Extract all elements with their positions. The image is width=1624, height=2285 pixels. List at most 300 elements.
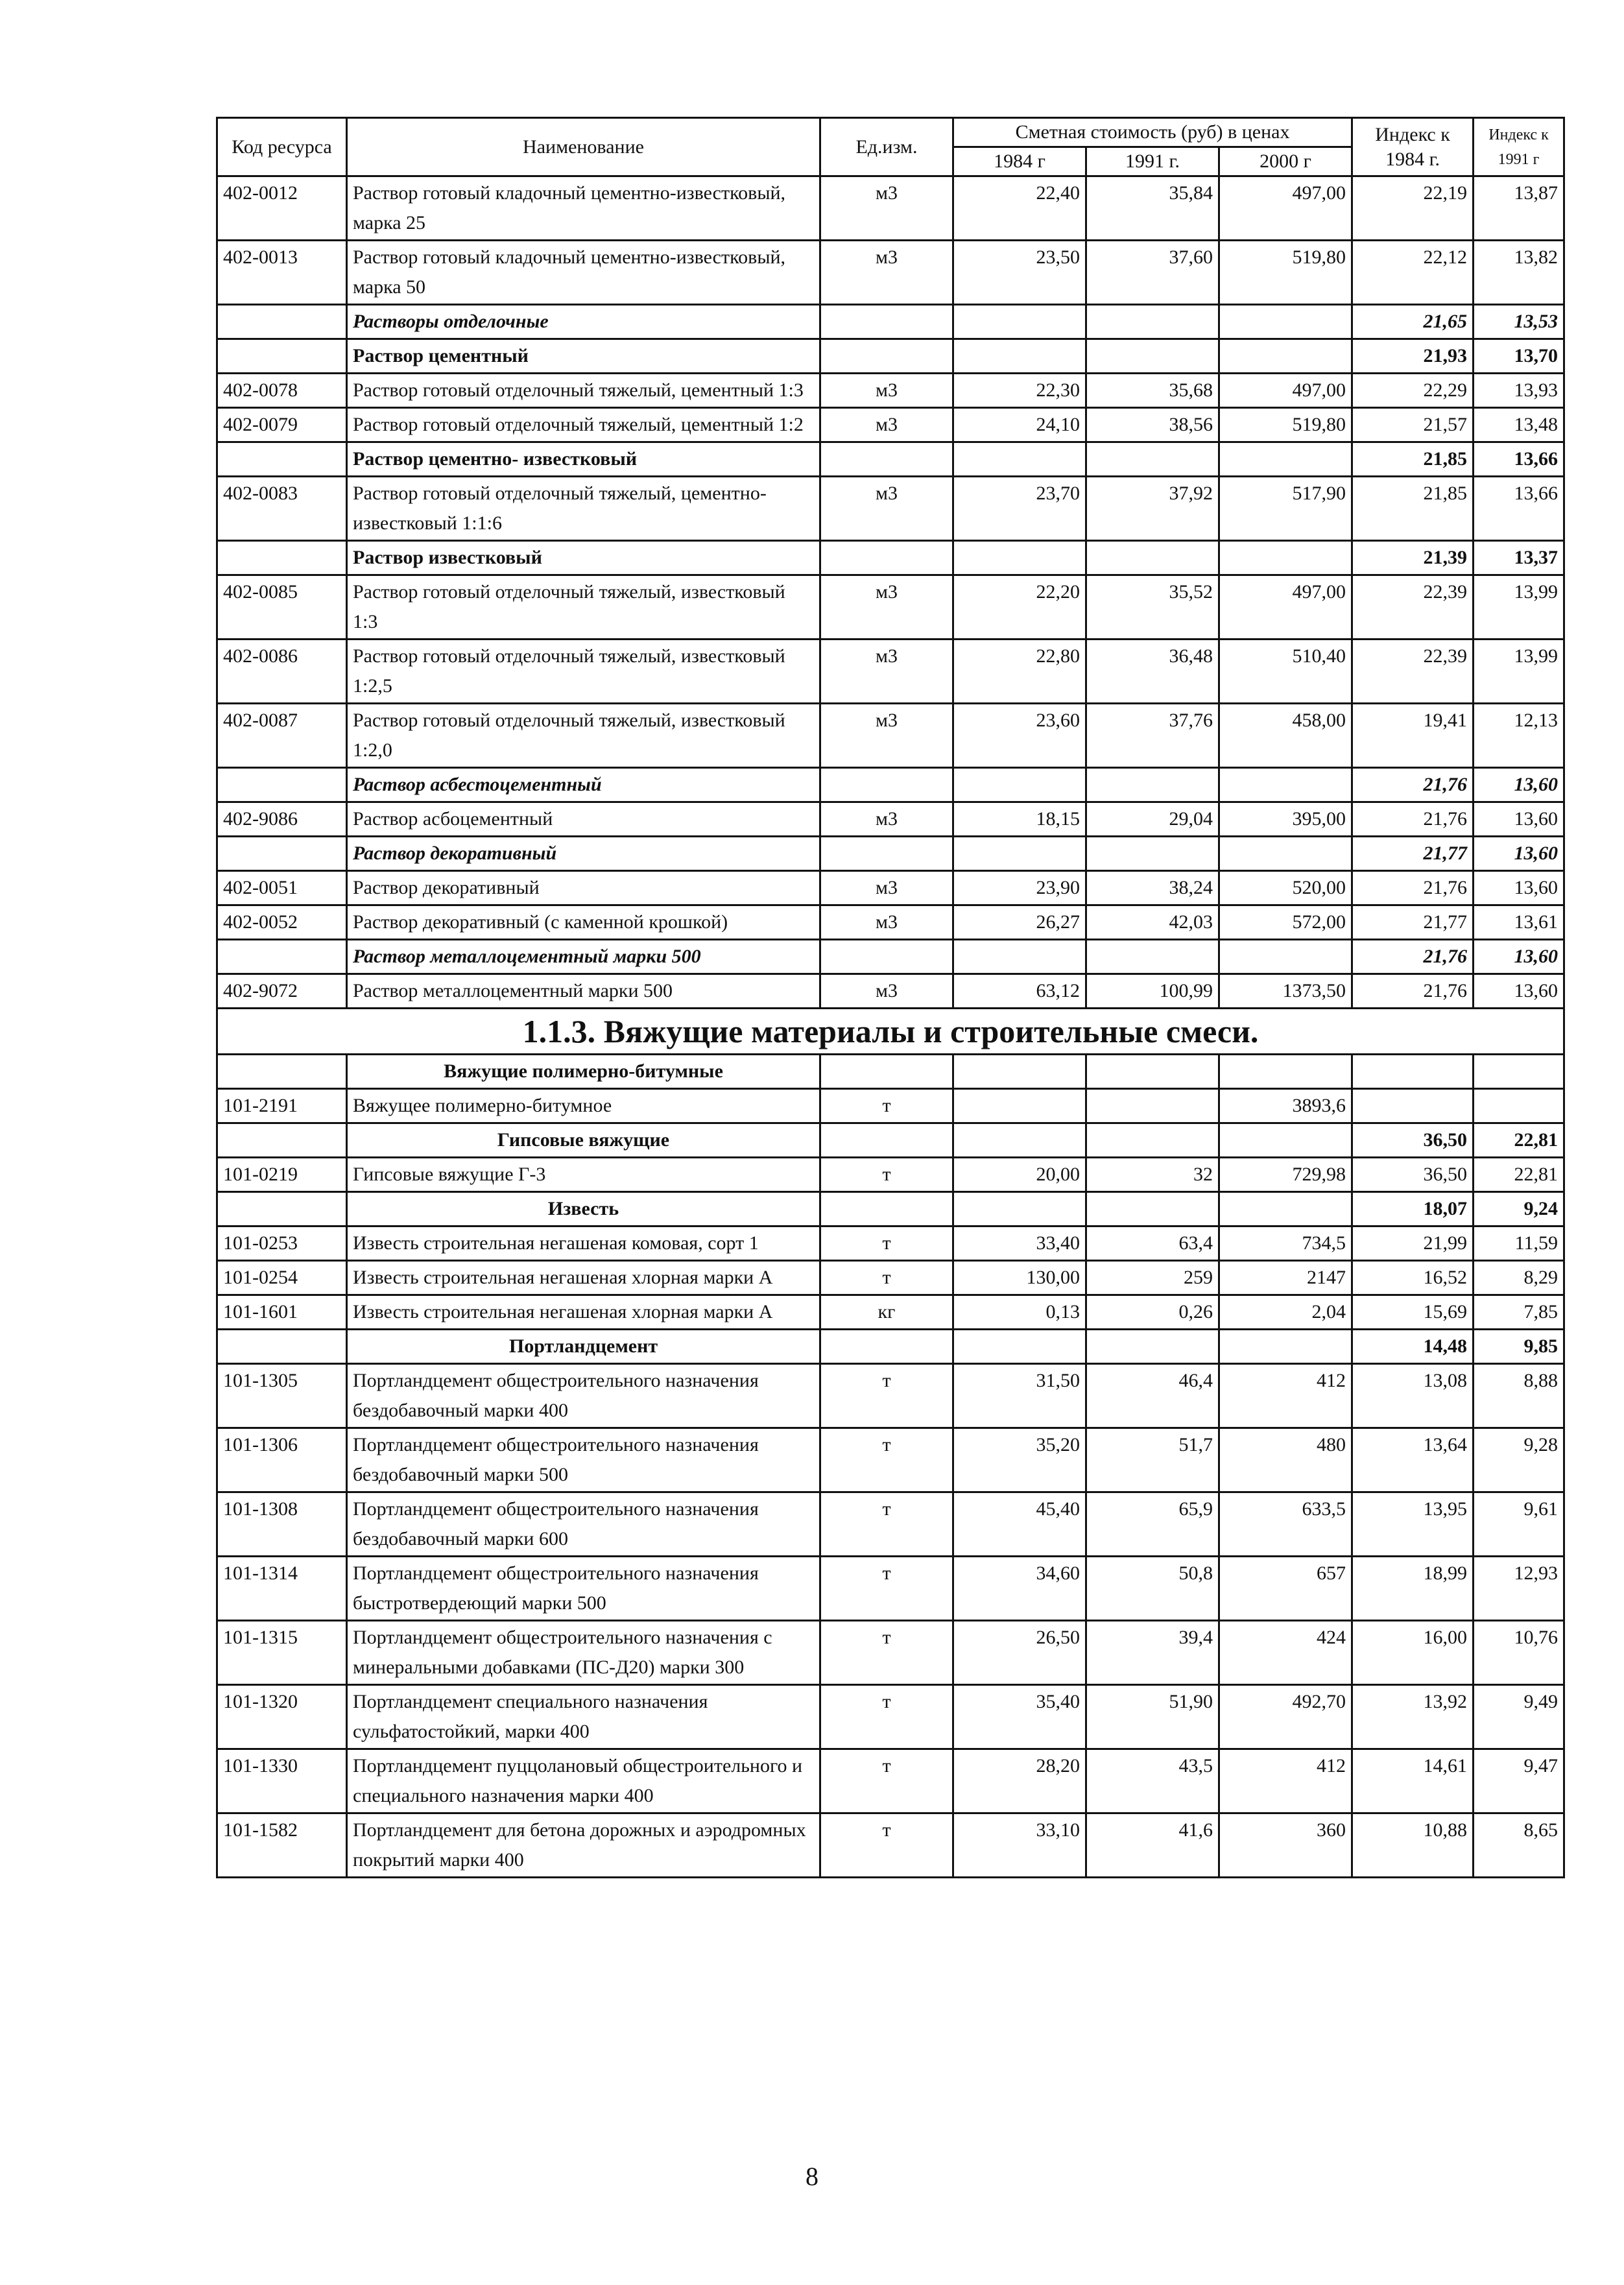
cell-index-1984: 21,65 xyxy=(1352,305,1474,339)
cell-price-2000: 657 xyxy=(1219,1557,1352,1621)
cell-index-1984: 13,92 xyxy=(1352,1685,1474,1749)
cell-index-1984: 21,77 xyxy=(1352,905,1474,940)
cell-index-1991: 12,13 xyxy=(1474,704,1564,768)
cell-index-1984 xyxy=(1352,1089,1474,1123)
cell-price-1991: 42,03 xyxy=(1086,905,1219,940)
cell-index-1984: 21,85 xyxy=(1352,477,1474,541)
cell-index-1991: 9,24 xyxy=(1474,1192,1564,1226)
cell-price-2000: 517,90 xyxy=(1219,477,1352,541)
cell-name: Портландцемент общестроительного назначения бездобавочный марки 600 xyxy=(347,1492,820,1557)
cell-index-1991: 8,88 xyxy=(1474,1364,1564,1428)
cell-code: 101-2191 xyxy=(217,1089,347,1123)
cell-unit: т xyxy=(820,1492,953,1557)
cell-price-2000: 424 xyxy=(1219,1621,1352,1685)
table-row xyxy=(217,1749,1564,1813)
cell-price-1991: 36,48 xyxy=(1086,640,1219,704)
cell-index-1991: 13,66 xyxy=(1474,442,1564,477)
cell-price-2000 xyxy=(1219,940,1352,974)
group-row xyxy=(217,339,1564,374)
cell-code: 402-0078 xyxy=(217,374,347,408)
cell-unit: м3 xyxy=(820,905,953,940)
cell-code: 101-1314 xyxy=(217,1557,347,1621)
cell-price-1991: 35,84 xyxy=(1086,176,1219,241)
cell-name: Портландцемент пуццолановый общестроительного и специального назначения марки 400 xyxy=(347,1749,820,1813)
header-year-1984: 1984 г xyxy=(953,147,1086,176)
cell-name: Растворы отделочные xyxy=(347,305,820,339)
cell-price-1991 xyxy=(1086,768,1219,802)
cell-index-1984: 14,61 xyxy=(1352,1749,1474,1813)
cell-index-1984: 13,95 xyxy=(1352,1492,1474,1557)
group-row xyxy=(217,837,1564,871)
cell-index-1991: 10,76 xyxy=(1474,1621,1564,1685)
cell-price-1991: 50,8 xyxy=(1086,1557,1219,1621)
cell-unit: м3 xyxy=(820,176,953,241)
cell-price-1991: 41,6 xyxy=(1086,1813,1219,1878)
cell-price-1984 xyxy=(953,940,1086,974)
cell-index-1991: 13,99 xyxy=(1474,640,1564,704)
cell-price-1991: 63,4 xyxy=(1086,1226,1219,1261)
cell-unit: т xyxy=(820,1428,953,1492)
cell-code xyxy=(217,1192,347,1226)
header-unit: Ед.изм. xyxy=(820,118,953,176)
cell-code: 101-1320 xyxy=(217,1685,347,1749)
header-name: Наименование xyxy=(347,118,820,176)
cell-index-1991: 13,70 xyxy=(1474,339,1564,374)
cell-index-1991: 9,85 xyxy=(1474,1330,1564,1364)
cell-index-1984: 13,64 xyxy=(1352,1428,1474,1492)
table-row xyxy=(217,1492,1564,1557)
cell-unit: м3 xyxy=(820,974,953,1009)
cell-price-2000 xyxy=(1219,1330,1352,1364)
cell-index-1991: 9,28 xyxy=(1474,1428,1564,1492)
cell-index-1984: 21,93 xyxy=(1352,339,1474,374)
cell-index-1991: 13,60 xyxy=(1474,802,1564,837)
cell-name: Раствор готовый отделочный тяжелый, известковый 1:3 xyxy=(347,575,820,640)
cell-index-1991: 13,66 xyxy=(1474,477,1564,541)
cell-unit: т xyxy=(820,1621,953,1685)
cell-price-1991 xyxy=(1086,1192,1219,1226)
cell-price-1984: 34,60 xyxy=(953,1557,1086,1621)
cell-price-2000: 360 xyxy=(1219,1813,1352,1878)
cell-unit: м3 xyxy=(820,640,953,704)
cell-price-2000: 497,00 xyxy=(1219,176,1352,241)
table-row xyxy=(217,1158,1564,1192)
cell-index-1984: 21,76 xyxy=(1352,802,1474,837)
cell-price-1984: 63,12 xyxy=(953,974,1086,1009)
table-row xyxy=(217,575,1564,640)
cell-name: Раствор асбоцементный xyxy=(347,802,820,837)
cell-index-1984: 21,76 xyxy=(1352,768,1474,802)
table-row xyxy=(217,477,1564,541)
cell-price-2000: 1373,50 xyxy=(1219,974,1352,1009)
cell-unit: м3 xyxy=(820,802,953,837)
cell-name: Раствор металлоцементный марки 500 xyxy=(347,974,820,1009)
cell-index-1984 xyxy=(1352,1055,1474,1089)
group-row xyxy=(217,768,1564,802)
cell-price-1991: 51,90 xyxy=(1086,1685,1219,1749)
cell-price-1991: 100,99 xyxy=(1086,974,1219,1009)
cell-price-2000: 3893,6 xyxy=(1219,1089,1352,1123)
cell-index-1991: 13,82 xyxy=(1474,241,1564,305)
cell-index-1991: 13,60 xyxy=(1474,940,1564,974)
cell-price-1991 xyxy=(1086,339,1219,374)
cell-name: Портландцемент для бетона дорожных и аэродромных покрытий марки 400 xyxy=(347,1813,820,1878)
cell-index-1991: 13,60 xyxy=(1474,837,1564,871)
cell-price-2000 xyxy=(1219,1192,1352,1226)
cell-code: 101-1315 xyxy=(217,1621,347,1685)
cell-index-1984: 22,12 xyxy=(1352,241,1474,305)
cell-name: Портландцемент общестроительного назначения с минеральными добавками (ПС-Д20) марки 300 xyxy=(347,1621,820,1685)
cell-index-1991: 13,99 xyxy=(1474,575,1564,640)
cell-price-1984 xyxy=(953,1192,1086,1226)
cell-price-2000: 519,80 xyxy=(1219,241,1352,305)
cell-code xyxy=(217,305,347,339)
cell-unit: т xyxy=(820,1089,953,1123)
cell-code: 402-0012 xyxy=(217,176,347,241)
table-row xyxy=(217,1089,1564,1123)
header-year-1991: 1991 г. xyxy=(1086,147,1219,176)
cell-name: Раствор металлоцементный марки 500 xyxy=(347,940,820,974)
table-row xyxy=(217,374,1564,408)
cell-price-1984: 18,15 xyxy=(953,802,1086,837)
cell-price-2000 xyxy=(1219,339,1352,374)
cell-index-1991: 22,81 xyxy=(1474,1123,1564,1158)
cell-price-2000: 734,5 xyxy=(1219,1226,1352,1261)
cell-unit xyxy=(820,541,953,575)
cell-price-2000: 458,00 xyxy=(1219,704,1352,768)
table-row xyxy=(217,1813,1564,1878)
cell-price-2000: 633,5 xyxy=(1219,1492,1352,1557)
cell-index-1984: 13,08 xyxy=(1352,1364,1474,1428)
cell-name: Известь строительная негашеная комовая, сорт 1 xyxy=(347,1226,820,1261)
cell-price-1984: 33,40 xyxy=(953,1226,1086,1261)
cell-name: Раствор асбестоцементный xyxy=(347,768,820,802)
cell-name: Раствор декоративный xyxy=(347,837,820,871)
table-row xyxy=(217,1557,1564,1621)
cell-index-1991 xyxy=(1474,1055,1564,1089)
cell-price-1984 xyxy=(953,1089,1086,1123)
cell-code: 402-0013 xyxy=(217,241,347,305)
table-body xyxy=(217,176,1564,1878)
cell-price-1984 xyxy=(953,305,1086,339)
cell-price-2000 xyxy=(1219,1123,1352,1158)
cell-index-1984: 22,29 xyxy=(1352,374,1474,408)
cell-code: 402-0087 xyxy=(217,704,347,768)
cell-price-2000 xyxy=(1219,768,1352,802)
table-row xyxy=(217,1364,1564,1428)
cell-name: Известь строительная негашеная хлорная марки А xyxy=(347,1295,820,1330)
header-index-1991: Индекс к 1991 г xyxy=(1474,118,1564,176)
cell-code xyxy=(217,541,347,575)
cell-price-1984 xyxy=(953,1055,1086,1089)
cell-code xyxy=(217,442,347,477)
cell-name: Портландцемент общестроительного назначения бездобавочный марки 400 xyxy=(347,1364,820,1428)
cell-price-1984 xyxy=(953,837,1086,871)
cell-index-1984: 36,50 xyxy=(1352,1158,1474,1192)
cell-unit: м3 xyxy=(820,241,953,305)
cell-code xyxy=(217,940,347,974)
cell-price-1991 xyxy=(1086,1055,1219,1089)
cell-price-1991 xyxy=(1086,940,1219,974)
cell-index-1991: 13,60 xyxy=(1474,974,1564,1009)
cell-price-2000: 497,00 xyxy=(1219,575,1352,640)
table-header xyxy=(217,118,1564,176)
table-row xyxy=(217,176,1564,241)
cell-code: 101-0253 xyxy=(217,1226,347,1261)
cell-price-1984: 22,30 xyxy=(953,374,1086,408)
cell-price-1984: 22,40 xyxy=(953,176,1086,241)
group-row xyxy=(217,1192,1564,1226)
cell-price-1984: 35,20 xyxy=(953,1428,1086,1492)
table-row xyxy=(217,1685,1564,1749)
table-row xyxy=(217,704,1564,768)
group-row xyxy=(217,1330,1564,1364)
group-row xyxy=(217,1055,1564,1089)
cell-price-1991 xyxy=(1086,442,1219,477)
page-number: 8 xyxy=(806,2162,818,2191)
cell-index-1991: 12,93 xyxy=(1474,1557,1564,1621)
cell-index-1991: 7,85 xyxy=(1474,1295,1564,1330)
cell-price-2000: 395,00 xyxy=(1219,802,1352,837)
cell-index-1991: 8,65 xyxy=(1474,1813,1564,1878)
cell-name: Раствор цементный xyxy=(347,339,820,374)
header-index-1984: Индекс к 1984 г. xyxy=(1352,118,1474,176)
cell-price-1991 xyxy=(1086,305,1219,339)
cell-name: Вяжущее полимерно-битумное xyxy=(347,1089,820,1123)
cell-price-1991 xyxy=(1086,1089,1219,1123)
cell-index-1991: 13,53 xyxy=(1474,305,1564,339)
section-title: 1.1.3. Вяжущие материалы и строительные смеси. xyxy=(217,1009,1564,1055)
cell-unit: м3 xyxy=(820,871,953,905)
cell-price-1991: 32 xyxy=(1086,1158,1219,1192)
cell-name: Раствор готовый отделочный тяжелый, известковый 1:2,0 xyxy=(347,704,820,768)
cell-name: Вяжущие полимерно-битумные xyxy=(347,1055,820,1089)
cell-index-1984: 21,77 xyxy=(1352,837,1474,871)
group-row xyxy=(217,541,1564,575)
cell-price-1984: 28,20 xyxy=(953,1749,1086,1813)
cell-code: 101-1601 xyxy=(217,1295,347,1330)
cell-price-1991: 29,04 xyxy=(1086,802,1219,837)
cell-price-1991: 35,68 xyxy=(1086,374,1219,408)
cell-name: Раствор готовый отделочный тяжелый, цементный 1:2 xyxy=(347,408,820,442)
cell-unit xyxy=(820,1330,953,1364)
cell-index-1991: 13,60 xyxy=(1474,871,1564,905)
cell-unit: м3 xyxy=(820,575,953,640)
cell-price-1991: 0,26 xyxy=(1086,1295,1219,1330)
cell-name: Портландцемент общестроительного назначения быстротвердеющий марки 500 xyxy=(347,1557,820,1621)
group-row xyxy=(217,1123,1564,1158)
cell-code: 101-1308 xyxy=(217,1492,347,1557)
table-row xyxy=(217,802,1564,837)
cell-index-1991: 13,48 xyxy=(1474,408,1564,442)
cell-index-1991: 22,81 xyxy=(1474,1158,1564,1192)
cell-code: 402-0051 xyxy=(217,871,347,905)
header-cost-group: Сметная стоимость (руб) в ценах xyxy=(953,118,1352,147)
cell-name: Раствор готовый кладочный цементно-известковый, марка 50 xyxy=(347,241,820,305)
cell-unit xyxy=(820,1055,953,1089)
cell-price-1984: 0,13 xyxy=(953,1295,1086,1330)
cell-price-1984 xyxy=(953,541,1086,575)
cell-price-1984: 45,40 xyxy=(953,1492,1086,1557)
cell-price-1984: 20,00 xyxy=(953,1158,1086,1192)
cell-name: Раствор готовый отделочный тяжелый, цементно-известковый 1:1:6 xyxy=(347,477,820,541)
cell-price-1984: 23,90 xyxy=(953,871,1086,905)
cell-name: Раствор готовый отделочный тяжелый, цементный 1:3 xyxy=(347,374,820,408)
table-row xyxy=(217,1226,1564,1261)
cell-code: 402-0085 xyxy=(217,575,347,640)
table-row xyxy=(217,974,1564,1009)
cell-price-2000: 412 xyxy=(1219,1364,1352,1428)
cell-price-1984: 23,50 xyxy=(953,241,1086,305)
cell-code: 402-0052 xyxy=(217,905,347,940)
cell-price-1984 xyxy=(953,768,1086,802)
cell-unit xyxy=(820,305,953,339)
cell-price-1991: 38,24 xyxy=(1086,871,1219,905)
cell-price-1984: 23,70 xyxy=(953,477,1086,541)
cell-price-2000 xyxy=(1219,305,1352,339)
table-row xyxy=(217,1261,1564,1295)
cell-index-1984: 14,48 xyxy=(1352,1330,1474,1364)
cell-index-1984: 21,39 xyxy=(1352,541,1474,575)
table-row xyxy=(217,871,1564,905)
table-row xyxy=(217,640,1564,704)
cell-price-1984 xyxy=(953,442,1086,477)
cell-index-1984: 21,99 xyxy=(1352,1226,1474,1261)
cell-unit xyxy=(820,1192,953,1226)
cell-unit: м3 xyxy=(820,704,953,768)
cell-unit xyxy=(820,442,953,477)
cell-index-1984: 22,19 xyxy=(1352,176,1474,241)
header-code: Код ресурса xyxy=(217,118,347,176)
cell-name: Раствор готовый отделочный тяжелый, известковый 1:2,5 xyxy=(347,640,820,704)
cell-code xyxy=(217,1123,347,1158)
cell-price-1984: 26,27 xyxy=(953,905,1086,940)
cell-price-1991: 259 xyxy=(1086,1261,1219,1295)
cell-name: Раствор декоративный (с каменной крошкой) xyxy=(347,905,820,940)
cell-unit xyxy=(820,768,953,802)
cell-index-1984: 18,07 xyxy=(1352,1192,1474,1226)
cell-index-1991: 13,93 xyxy=(1474,374,1564,408)
cell-index-1984: 19,41 xyxy=(1352,704,1474,768)
cell-name: Гипсовые вяжущие Г-3 xyxy=(347,1158,820,1192)
cell-price-1991: 38,56 xyxy=(1086,408,1219,442)
group-row xyxy=(217,940,1564,974)
cell-code: 402-0086 xyxy=(217,640,347,704)
cell-code: 402-9072 xyxy=(217,974,347,1009)
cell-index-1984: 16,52 xyxy=(1352,1261,1474,1295)
cell-unit: т xyxy=(820,1685,953,1749)
cell-unit: т xyxy=(820,1557,953,1621)
cell-name: Известь xyxy=(347,1192,820,1226)
cell-price-2000: 2,04 xyxy=(1219,1295,1352,1330)
cell-index-1991: 13,61 xyxy=(1474,905,1564,940)
cell-price-2000: 572,00 xyxy=(1219,905,1352,940)
cell-price-2000: 520,00 xyxy=(1219,871,1352,905)
cell-code: 101-0254 xyxy=(217,1261,347,1295)
cell-price-1991: 65,9 xyxy=(1086,1492,1219,1557)
cell-index-1991: 9,47 xyxy=(1474,1749,1564,1813)
table-row xyxy=(217,905,1564,940)
cell-index-1984: 18,99 xyxy=(1352,1557,1474,1621)
cell-index-1984: 21,85 xyxy=(1352,442,1474,477)
cell-price-2000: 519,80 xyxy=(1219,408,1352,442)
cell-name: Портландцемент xyxy=(347,1330,820,1364)
cell-name: Раствор известковый xyxy=(347,541,820,575)
header-year-2000: 2000 г xyxy=(1219,147,1352,176)
cell-index-1984: 21,76 xyxy=(1352,940,1474,974)
cell-index-1984: 21,76 xyxy=(1352,871,1474,905)
cell-price-2000: 412 xyxy=(1219,1749,1352,1813)
cell-unit xyxy=(820,940,953,974)
cell-index-1991: 11,59 xyxy=(1474,1226,1564,1261)
cell-index-1984: 15,69 xyxy=(1352,1295,1474,1330)
cell-unit xyxy=(820,339,953,374)
cell-name: Известь строительная негашеная хлорная марки А xyxy=(347,1261,820,1295)
cell-code xyxy=(217,1330,347,1364)
cell-price-1984 xyxy=(953,339,1086,374)
cell-price-2000 xyxy=(1219,837,1352,871)
cell-name: Портландцемент специального назначения сульфатостойкий, марки 400 xyxy=(347,1685,820,1749)
cell-index-1991: 9,61 xyxy=(1474,1492,1564,1557)
cell-index-1984: 21,76 xyxy=(1352,974,1474,1009)
cell-price-1991: 35,52 xyxy=(1086,575,1219,640)
cell-price-2000: 729,98 xyxy=(1219,1158,1352,1192)
cell-price-2000 xyxy=(1219,541,1352,575)
cell-price-1984: 31,50 xyxy=(953,1364,1086,1428)
cell-unit: м3 xyxy=(820,477,953,541)
cell-price-1991: 51,7 xyxy=(1086,1428,1219,1492)
group-row xyxy=(217,305,1564,339)
cell-unit xyxy=(820,837,953,871)
cell-price-1984 xyxy=(953,1123,1086,1158)
cell-unit: т xyxy=(820,1364,953,1428)
cell-name: Раствор готовый кладочный цементно-известковый, марка 25 xyxy=(347,176,820,241)
cell-index-1991: 13,60 xyxy=(1474,768,1564,802)
cell-price-1984: 35,40 xyxy=(953,1685,1086,1749)
cell-unit: м3 xyxy=(820,408,953,442)
cell-price-1984: 23,60 xyxy=(953,704,1086,768)
cell-code: 402-9086 xyxy=(217,802,347,837)
cell-price-1984 xyxy=(953,1330,1086,1364)
cell-code xyxy=(217,339,347,374)
cell-code: 101-1330 xyxy=(217,1749,347,1813)
cell-price-1991: 39,4 xyxy=(1086,1621,1219,1685)
cell-code: 101-1305 xyxy=(217,1364,347,1428)
group-row xyxy=(217,442,1564,477)
cell-index-1991: 13,37 xyxy=(1474,541,1564,575)
cell-index-1991: 8,29 xyxy=(1474,1261,1564,1295)
cell-price-2000: 2147 xyxy=(1219,1261,1352,1295)
cell-index-1984: 22,39 xyxy=(1352,575,1474,640)
cell-price-1984: 22,80 xyxy=(953,640,1086,704)
cell-code xyxy=(217,1055,347,1089)
cell-price-1984: 130,00 xyxy=(953,1261,1086,1295)
cell-unit: т xyxy=(820,1749,953,1813)
cell-price-1991: 46,4 xyxy=(1086,1364,1219,1428)
cell-price-1984: 26,50 xyxy=(953,1621,1086,1685)
cell-price-2000 xyxy=(1219,1055,1352,1089)
cell-unit: т xyxy=(820,1226,953,1261)
cell-unit: т xyxy=(820,1261,953,1295)
cell-code: 402-0083 xyxy=(217,477,347,541)
cell-price-2000: 497,00 xyxy=(1219,374,1352,408)
cell-code xyxy=(217,837,347,871)
cell-price-1991 xyxy=(1086,541,1219,575)
cell-index-1984: 16,00 xyxy=(1352,1621,1474,1685)
cell-price-1991: 43,5 xyxy=(1086,1749,1219,1813)
cell-price-1984: 33,10 xyxy=(953,1813,1086,1878)
cell-price-1991: 37,60 xyxy=(1086,241,1219,305)
